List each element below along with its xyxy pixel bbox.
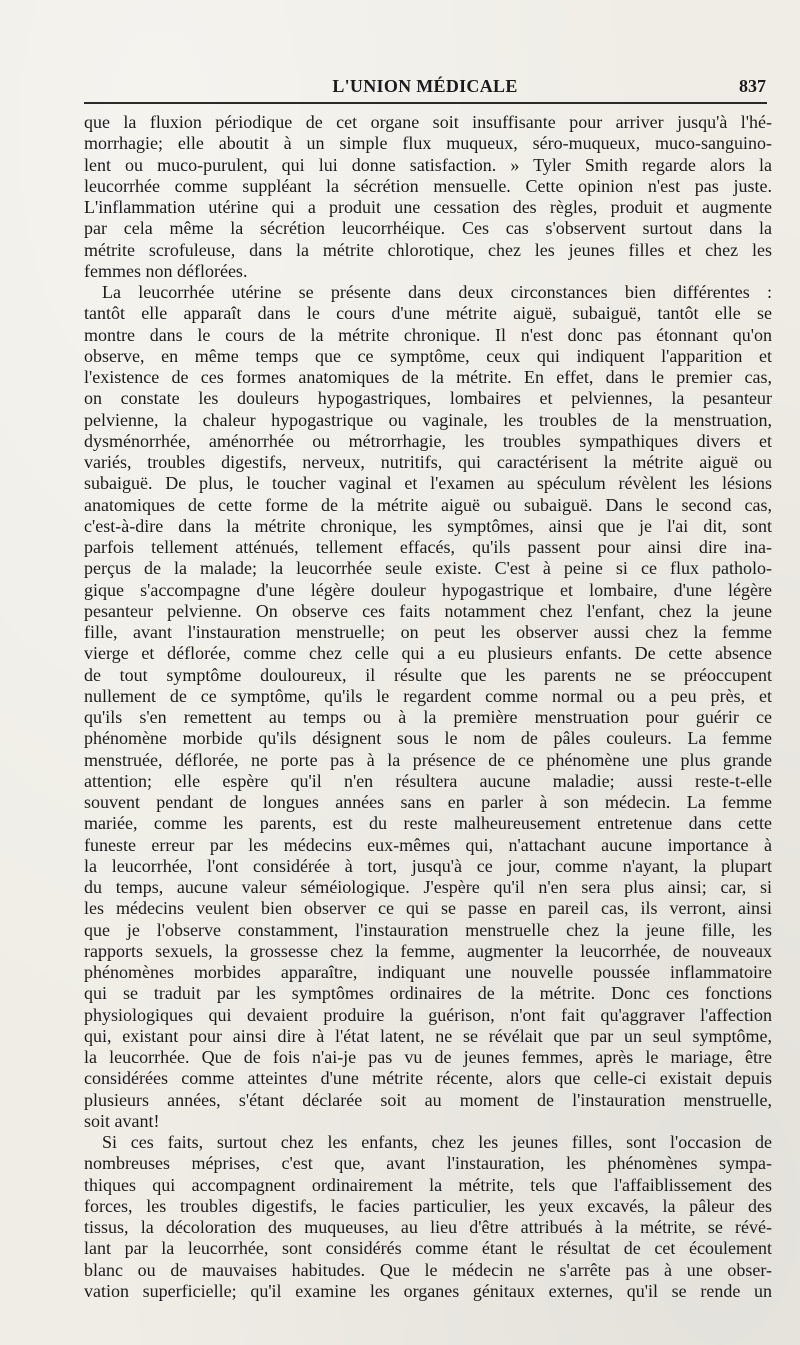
text-line: que je l'observe constamment, l'instauration menstruelle chez la jeune fille, les xyxy=(84,919,772,940)
text-line: considérées comme atteintes d'une métrite récente, alors que celle-ci existait depuis xyxy=(84,1068,772,1089)
text-line: lant par la leucorrhée, sont considérés comme étant le résultat de cet écoulement xyxy=(84,1238,772,1259)
text-line: funeste erreur par les médecins eux-mêmes qui, n'attachant aucune importance à xyxy=(84,834,772,855)
text-line: par cela même la sécrétion leucorrhéique. Ces cas s'observent surtout dans la xyxy=(84,218,772,239)
text-line: dysménorrhée, aménorrhée ou métrorrhagie, les troubles sympathiques divers et xyxy=(84,430,772,451)
text-line: fille, avant l'instauration menstruelle; on peut les observer aussi chez la femme xyxy=(84,622,772,642)
text-line: plusieurs années, s'étant déclarée soit au moment de l'instauration menstruelle, xyxy=(84,1089,772,1110)
text-line: qu'ils s'en remettent au temps ou à la première menstruation pour guérir ce xyxy=(84,707,772,727)
text-line: perçus de la malade; la leucorrhée seule existe. C'est à peine si ce flux patholo- xyxy=(84,558,772,579)
text-line: qui, existant pour ainsi dire à l'état latent, ne se révélait que par un seul symptôme, xyxy=(84,1025,772,1046)
text-line: anatomiques de cette forme de la métrite aiguë ou subaiguë. Dans le second cas, xyxy=(84,494,772,515)
text-line: l'existence de ces formes anatomiques de la métrite. En effet, dans le premier cas, xyxy=(84,367,772,387)
text-line: Si ces faits, surtout chez les enfants, chez les jeunes filles, sont l'occasion de xyxy=(102,1132,772,1152)
text-line: vierge et déflorée, comme chez celle qui a eu plusieurs enfants. De cette absence xyxy=(84,643,772,664)
text-line: métrite scrofuleuse, dans la métrite chlorotique, chez les jeunes filles et chez les xyxy=(84,239,772,260)
text-line: du temps, aucune valeur séméiologique. J'espère qu'il n'en sera plus ainsi; car, si xyxy=(84,877,772,897)
text-line: les médecins veulent bien observer ce qui se passe en pareil cas, ils verront, ainsi xyxy=(84,898,772,919)
header-rule xyxy=(84,102,767,104)
text-line: physiologiques qui devaient produire la guérison, n'ont fait qu'aggraver l'affection xyxy=(84,1004,772,1025)
text-line: pelvienne, la chaleur hypogastrique ou vaginale, les troubles de la menstruation, xyxy=(84,409,772,430)
text-line: mariée, comme les parents, est du reste malheureusement entretenue dans cette xyxy=(84,813,772,834)
text-line: attention; elle espère qu'il n'en résultera aucune maladie; aussi reste-t-elle xyxy=(84,770,772,791)
text-line: rapports sexuels, la grossesse chez la femme, augmenter la leucorrhée, de nouveaux xyxy=(84,940,772,961)
text-line: subaiguë. De plus, le toucher vaginal et l'examen au spéculum révèlent les lésions xyxy=(84,473,772,494)
text-line: que la fluxion périodique de cet organe soit insuffisante pour arriver jusqu'à l'hé- xyxy=(84,112,772,132)
text-line: tissus, la décoloration des muqueuses, au lieu d'être attribués à la métrite, se révé- xyxy=(84,1217,772,1237)
text-line: nullement de ce symptôme, qu'ils le regardent comme normal ou a peu près, et xyxy=(84,685,772,706)
page-number: 837 xyxy=(739,76,766,96)
text-line: blanc ou de mauvaises habitudes. Que le médecin ne s'arrête pas à une obser- xyxy=(84,1259,772,1280)
text-line: pesanteur pelvienne. On observe ces faits notamment chez l'enfant, chez la jeune xyxy=(84,600,772,621)
text-line: lent ou muco-purulent, qui lui donne satisfaction. » Tyler Smith regarde alors la xyxy=(84,154,772,175)
text-line: phénomènes morbides apparaître, indiquant une nouvelle poussée inflammatoire xyxy=(84,962,772,982)
text-line: femmes non déflorées. xyxy=(84,260,248,281)
text-line: observe, en même temps que ce symptôme, ceux qui indiquent l'apparition et xyxy=(84,345,772,366)
text-line: morrhagie; elle aboutit à un simple flux muqueux, séro-muqueux, muco-sanguino- xyxy=(84,133,772,154)
running-head: L'UNION MÉDICALE xyxy=(332,76,518,96)
text-line: qui se traduit par les symptômes ordinaires de la métrite. Donc ces fonctions xyxy=(84,983,772,1004)
text-line: leucorrhée comme suppléant la sécrétion mensuelle. Cette opinion n'est pas juste. xyxy=(84,175,772,196)
text-line: thiques qui accompagnent ordinairement la métrite, tels que l'affaiblissement des xyxy=(84,1174,772,1195)
text-line: nombreuses méprises, c'est que, avant l'instauration, les phénomènes sympa- xyxy=(84,1153,772,1174)
text-line: la leucorrhée. Que de fois n'ai-je pas vu de jeunes femmes, après le mariage, être xyxy=(84,1047,772,1067)
body-text xyxy=(84,112,772,1302)
text-line: variés, troubles digestifs, nerveux, nutritifs, qui caractérisent la métrite aiguë ou xyxy=(84,452,772,472)
text-line: phénomène morbide qu'ils désignent sous le nom de pâles couleurs. La femme xyxy=(84,728,772,749)
text-line: menstruée, déflorée, ne porte pas à la présence de ce phénomène une plus grande xyxy=(84,749,772,770)
text-line: de tout symptôme douloureux, il résulte que les parents ne se préoccupent xyxy=(84,664,772,685)
text-line: on constate les douleurs hypogastriques, lombaires et pelviennes, la pesanteur xyxy=(84,388,772,409)
page-header xyxy=(80,76,770,96)
text-line: tantôt elle apparaît dans le cours d'une métrite aiguë, subaiguë, tantôt elle se xyxy=(84,303,772,324)
text-line: vation superficielle; qu'il examine les organes génitaux externes, qu'il se rende un xyxy=(84,1280,772,1301)
text-line: souvent pendant de longues années sans en parler à son médecin. La femme xyxy=(84,792,772,812)
text-line: La leucorrhée utérine se présente dans deux circonstances bien différentes : xyxy=(102,282,772,302)
text-line: la leucorrhée, l'ont considérée à tort, jusqu'à ce jour, comme n'ayant, la plupart xyxy=(84,855,772,876)
text-line: soit avant! xyxy=(84,1110,160,1131)
text-line: parfois tellement atténués, tellement effacés, qu'ils passent pour ainsi dire ina- xyxy=(84,537,772,557)
text-line: montre dans le cours de la métrite chronique. Il n'est donc pas étonnant qu'on xyxy=(84,324,772,345)
text-line: forces, les troubles digestifs, le facies particulier, les yeux excavés, la pâleur des xyxy=(84,1195,772,1216)
text-line: L'inflammation utérine qui a produit une cessation des règles, produit et augmente xyxy=(84,197,772,217)
text-line: gique s'accompagne d'une légère douleur hypogastrique et lombaire, d'une légère xyxy=(84,579,772,600)
text-line: c'est-à-dire dans la métrite chronique, les symptômes, ainsi que je l'ai dit, sont xyxy=(84,515,772,536)
